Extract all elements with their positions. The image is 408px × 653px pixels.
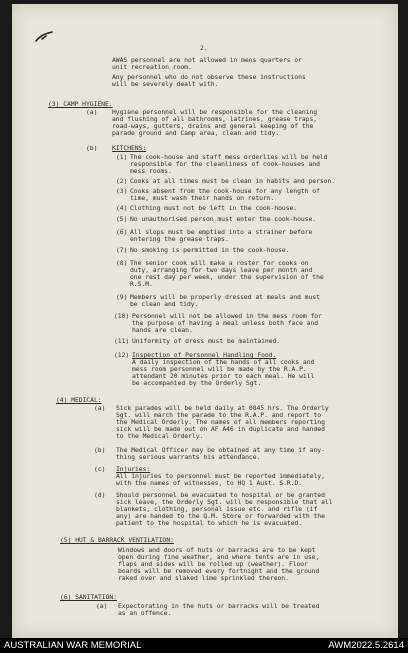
- list-item-line: All slops must be emptied into a strainer before: [130, 228, 313, 236]
- list-number: (12): [114, 351, 130, 359]
- paragraph-line: the Medical Orderly. The names of all members reporting: [116, 418, 325, 426]
- list-item-line: be clean and tidy.: [130, 300, 199, 308]
- institution-name: AUSTRALIAN WAR MEMORIAL: [4, 640, 142, 651]
- paragraph-line: Sick parades will be held daily at 0845 hrs. The Orderly: [116, 404, 329, 412]
- item-label: (a): [86, 108, 98, 116]
- list-item-line: No unauthorised person must enter the cook-house.: [130, 215, 317, 223]
- list-number: (1): [116, 153, 128, 161]
- paragraph-line: any) are handed to the Q.M. Store or forwarded with the: [116, 512, 325, 520]
- section-heading-camp-hygiene: (3) CAMP HYGIENE.: [48, 100, 113, 108]
- list-item-line: responsible for the cleanliness of cook-houses and: [130, 160, 320, 168]
- list-number: (3): [116, 187, 128, 195]
- list-number: (10): [114, 312, 130, 320]
- document-page: [12, 4, 398, 638]
- section-heading-medical: (4) MEDICAL:: [56, 396, 102, 404]
- paragraph-line: open during fine weather, and where tents are in use,: [118, 553, 320, 561]
- paragraph-line: with the names of witnesses, to HQ 1 Aust. S.R.D.: [116, 479, 303, 487]
- list-item-line: time, must wash their hands on return.: [130, 194, 275, 202]
- item-label: (a): [94, 404, 106, 412]
- list-item-line: the purpose of having a meal unless both face and: [132, 319, 319, 327]
- paragraph-line: Injuries:: [116, 465, 151, 473]
- list-item-line: entering the grease traps.: [130, 235, 229, 243]
- list-number: (5): [116, 215, 128, 223]
- list-number: (8): [116, 259, 128, 267]
- paragraph-line: flaps and sides will be rolled up (weather). Floor: [118, 560, 308, 568]
- paragraph-line: patient to the hospital to which he is evacuated.: [116, 519, 303, 527]
- list-item-line: The cook-house and staff mess orderlies will be held: [130, 153, 328, 161]
- list-item-line: No smoking is permitted in the cook-house.: [130, 246, 290, 254]
- accession-number: AWM2022.5.2614: [328, 640, 404, 651]
- list-item-line: The senior cook will make a roster for cooks on: [130, 259, 309, 267]
- list-number: (9): [116, 293, 128, 301]
- list-number: (4): [116, 204, 128, 212]
- list-item-line: mess rooms.: [130, 167, 172, 175]
- paragraph-line: Windows and doors of huts or barracks are to be kept: [118, 546, 316, 554]
- paragraph-line: and flushing of all bathrooms, latrines, grease traps,: [112, 115, 318, 123]
- list-number: (2): [116, 177, 128, 185]
- paragraph-line: boards will be removed every fortnight and the ground: [118, 567, 320, 575]
- list-item-line: R.S.M.: [130, 280, 153, 288]
- list-item-line: attendant 20 minutes prior to each meal. He will: [132, 372, 315, 380]
- list-number: (6): [116, 228, 128, 236]
- paragraph-line: sick leave, the Orderly Sgt. will be responsible that all: [116, 498, 333, 506]
- list-item-line: Cooks at all times must be clean in habits and person.: [130, 177, 336, 185]
- item-label: (b): [94, 446, 106, 454]
- section-heading-ventilation: (5) HUT & BARRACK VENTILATION:: [60, 536, 174, 544]
- list-item-line: Members will be properly dressed at meals and must: [130, 293, 320, 301]
- list-item-line: Cooks absent from the cook-house for any length of: [130, 187, 320, 195]
- paragraph-line: as an offence.: [118, 609, 172, 617]
- list-item-line: duty, arranging for two days leave per month and: [130, 266, 313, 274]
- paragraph-line: Expectorating in the huts or barracks will be treated: [118, 602, 320, 610]
- list-item-line: Personnel will not be allowed in the mess room for: [132, 312, 322, 320]
- paragraph-line: thing serious warrants his attendance.: [116, 453, 261, 461]
- list-item-line: A daily inspection of the hands of all cooks and: [132, 358, 315, 366]
- list-number: (11): [114, 337, 130, 345]
- item-label: (c): [94, 465, 106, 473]
- footer-bar: [0, 638, 408, 653]
- paragraph-line: road-ways, gutters, drains and general keeping of the: [112, 122, 314, 130]
- paragraph-line: The Medical Officer may be obtained at any time if any-: [116, 446, 325, 454]
- list-item-line: hands are clean.: [132, 326, 193, 334]
- intro-line: will be severely dealt with.: [112, 80, 219, 88]
- paragraph-line: Hygiene personnel will be responsible for the cleaning: [112, 108, 318, 116]
- page-number: 2.: [200, 44, 208, 52]
- list-item-line: Inspection of Personnel Handling Food.: [132, 351, 277, 359]
- intro-line: unit recreation room.: [112, 63, 192, 71]
- pen-mark: [34, 30, 56, 44]
- intro-line: Any personnel who do not observe these instructions: [112, 73, 306, 81]
- list-item-line: Uniformity of dress must be maintained.: [132, 337, 281, 345]
- paragraph-line: Should personnel be evacuated to hospital or be granted: [116, 491, 325, 499]
- item-label: (b): [86, 144, 98, 152]
- list-item-line: Clothing must not be left in the cook-house.: [130, 204, 298, 212]
- paragraph-line: All injuries to personnel must be reported immediately,: [116, 472, 325, 480]
- paragraph-line: blankets, clothing, personal issue etc. and rifle (if: [116, 505, 318, 513]
- list-item-line: be accompanied by the Orderly Sgt.: [132, 379, 262, 387]
- paragraph-line: Sgt. will march the parade to the R.A.P. and report to: [116, 411, 322, 419]
- subheading-kitchens: KITCHENS:: [112, 144, 147, 152]
- item-label: (a): [96, 602, 108, 610]
- list-item-line: one rest day per week, under the supervision of the: [130, 273, 324, 281]
- section-heading-sanitation: (6) SANITATION:: [60, 593, 117, 601]
- intro-line: AWAS personnel are not allowed in mens quarters or: [112, 56, 302, 64]
- list-item-line: mess room personnel will be made by the R.A.P.: [132, 365, 307, 373]
- item-label: (d): [94, 491, 106, 499]
- paragraph-line: raked over and slaked lime sprinkled thereon.: [118, 574, 289, 582]
- paragraph-line: parade ground and Camp area, clean and tidy.: [112, 129, 280, 137]
- paragraph-line: to the Medical Orderly.: [116, 432, 204, 440]
- list-number: (7): [116, 246, 128, 254]
- paragraph-line: sick will be made out on AF A46 in duplicate and handed: [116, 425, 325, 433]
